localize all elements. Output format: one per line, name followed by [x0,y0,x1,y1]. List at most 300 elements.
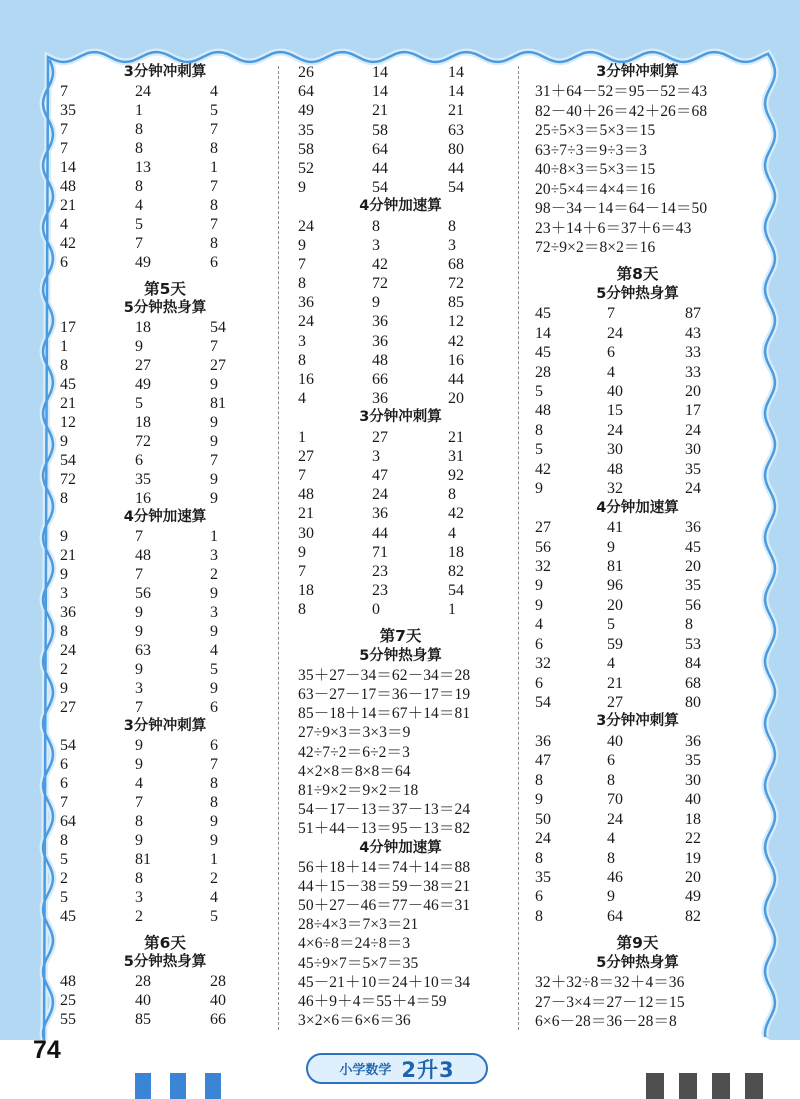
number-cell: 21 [372,102,388,120]
number-cell: 50 [535,810,551,828]
number-cell: 8 [535,907,543,925]
number-cell: 27 [210,357,226,374]
number-cell: 31 [448,447,464,465]
number-cell: 24 [685,421,701,439]
footer-subject: 小学数学 [339,1063,392,1078]
number-cell: 24 [607,421,623,439]
number-cell: 35 [685,752,701,770]
number-cell: 8 [60,490,68,507]
number-cell: 30 [298,524,314,542]
number-cell: 47 [372,466,388,484]
number-cell: 24 [372,486,388,504]
number-cell: 42 [448,332,464,350]
number-cell: 9 [135,832,143,849]
number-cell: 9 [210,471,218,488]
number-row [60,101,270,120]
equation-line: 40÷8×3＝5×3＝15 [535,161,656,179]
equation-line: 63－27－17＝36－17＝19 [298,686,471,703]
number-row [535,887,740,906]
equation-line: 81÷9×2＝9×2＝18 [298,781,419,799]
number-cell: 18 [135,414,151,431]
number-cell: 32 [535,557,551,575]
number-cell: 40 [135,992,151,1009]
number-row [535,440,740,459]
number-cell: 4 [607,655,615,673]
number-cell: 85 [448,294,464,312]
number-cell: 49 [298,102,314,120]
day-heading: 第6天 [144,934,186,952]
number-cell: 21 [60,197,76,214]
number-cell: 7 [298,255,306,273]
number-cell: 8 [210,197,218,214]
number-row [60,679,270,698]
number-cell: 2 [135,908,143,925]
section-heading: 3分钟冲刺算 [359,409,442,426]
number-cell: 7 [210,452,218,469]
number-row [60,698,270,717]
number-row [298,370,503,389]
number-cell: 1 [135,102,143,119]
section-heading: 5分钟热身算 [596,285,679,302]
number-cell: 28 [535,363,551,381]
number-cell: 49 [135,376,151,393]
number-row [60,337,270,356]
number-row [60,991,270,1010]
number-row [60,318,270,337]
number-row [60,812,270,831]
number-row [60,139,270,158]
number-cell: 8 [135,178,143,195]
equation-line: 28÷4×3＝7×3＝21 [298,916,419,934]
number-cell: 24 [135,83,151,100]
number-cell: 81 [210,395,226,412]
number-cell: 18 [298,582,314,600]
number-cell: 7 [135,699,143,716]
number-cell: 48 [135,547,151,564]
day-heading: 第9天 [616,934,659,953]
number-cell: 2 [210,870,218,887]
section-heading: 5分钟热身算 [596,954,679,971]
number-cell: 7 [607,305,615,323]
number-cell: 63 [135,642,151,659]
number-cell: 35 [135,471,151,488]
number-cell: 54 [372,179,388,197]
number-cell: 24 [60,642,76,659]
equation-line: 42÷7÷2＝6÷2＝3 [298,743,410,761]
number-cell: 8 [607,771,615,789]
number-cell: 6 [135,452,143,469]
number-cell: 3 [372,236,380,254]
number-row [298,312,503,331]
footer-decor-block [679,1073,697,1099]
section-heading: 5分钟热身算 [123,954,207,970]
section-heading: 4分钟加速算 [359,198,442,215]
number-cell: 8 [60,357,68,374]
number-cell: 4 [210,889,218,906]
number-cell: 17 [60,319,76,336]
number-row [535,382,740,401]
number-cell: 66 [210,1011,226,1028]
number-row [535,790,740,809]
number-cell: 35 [60,102,76,119]
number-cell: 1 [448,601,456,619]
number-cell: 30 [685,441,701,459]
number-cell: 36 [372,332,388,350]
number-cell: 0 [372,601,380,619]
number-cell: 45 [535,305,551,323]
number-cell: 32 [607,480,623,498]
number-cell: 5 [535,383,543,400]
number-cell: 36 [372,313,388,331]
number-cell: 21 [448,102,464,120]
number-cell: 54 [210,319,226,336]
section-heading: 3分钟冲刺算 [123,64,207,80]
number-cell: 7 [60,83,68,100]
number-cell: 30 [607,441,623,459]
number-cell: 9 [135,623,143,640]
number-row [535,557,740,576]
number-row [298,562,503,581]
column-divider [518,66,519,1030]
number-row [535,693,740,712]
section-heading: 3分钟冲刺算 [596,64,679,80]
equation-line: 45－21＋10＝24＋10＝34 [298,973,471,991]
number-cell: 35 [535,868,551,886]
number-cell: 14 [448,64,464,81]
number-row [60,972,270,991]
number-cell: 18 [135,319,151,336]
number-cell: 9 [210,585,218,602]
equation-line: 98－34－14＝64－14＝50 [535,200,708,218]
number-row [60,394,270,413]
equation-line: 6×6－28＝36－28＝8 [535,1013,677,1030]
number-cell: 5 [135,216,143,233]
day-heading: 第7天 [379,627,422,646]
number-cell: 6 [607,752,615,770]
number-row [535,771,740,790]
number-cell: 8 [535,421,543,439]
number-cell: 7 [210,216,218,233]
equation-line: 31＋64－52＝95－52＝43 [535,83,708,101]
section-heading: 3分钟冲刺算 [596,713,679,730]
number-cell: 5 [535,441,543,459]
number-cell: 6 [535,674,543,692]
number-cell: 59 [607,635,623,653]
number-cell: 20 [685,868,701,886]
footer-grade: 2升3 [401,1057,455,1082]
number-cell: 96 [607,577,623,595]
number-cell: 27 [135,357,151,374]
number-cell: 14 [448,83,464,101]
number-cell: 48 [60,973,76,990]
number-cell: 23 [372,582,388,600]
number-cell: 9 [210,680,218,697]
number-cell: 36 [60,604,76,621]
number-cell: 68 [685,674,701,692]
number-cell: 9 [135,737,143,754]
number-cell: 36 [535,732,551,750]
number-cell: 4 [298,390,306,408]
number-cell: 2 [210,566,218,583]
number-cell: 48 [607,460,623,478]
number-cell: 64 [607,907,623,925]
number-cell: 36 [685,732,701,750]
number-cell: 23 [372,562,388,580]
number-row [60,82,270,101]
number-cell: 54 [448,179,464,197]
number-cell: 7 [60,121,68,138]
number-cell: 44 [448,371,464,388]
number-cell: 48 [535,402,551,420]
number-cell: 27 [60,699,76,716]
number-row [298,236,503,255]
number-cell: 5 [135,395,143,412]
number-cell: 8 [448,486,456,504]
number-cell: 44 [372,524,388,542]
number-row [60,793,270,812]
number-cell: 14 [372,83,388,101]
footer-book-title [306,1053,488,1084]
number-row [60,622,270,641]
number-cell: 9 [298,236,306,254]
number-cell: 68 [448,255,464,273]
number-cell: 54 [60,737,76,754]
number-cell: 47 [535,752,551,770]
number-cell: 9 [135,604,143,621]
number-cell: 58 [298,140,314,158]
number-row [298,332,503,351]
equation-line: 27÷9×3＝3×3＝9 [298,724,411,742]
number-cell: 12 [60,414,76,431]
number-cell: 8 [135,870,143,887]
number-row [535,674,740,693]
number-cell: 3 [448,236,456,254]
number-row [298,101,503,120]
number-row [60,356,270,375]
number-cell: 56 [135,585,151,602]
equation-line: 85－18＋14＝67＋14＝81 [298,705,471,723]
number-cell: 8 [535,771,543,789]
number-row [535,304,740,323]
number-cell: 7 [135,528,143,545]
number-row [298,447,503,466]
equation-line: 4×6÷8＝24÷8＝3 [298,935,411,953]
number-row [535,421,740,440]
number-cell: 7 [135,235,143,252]
number-cell: 72 [448,275,464,293]
number-row [298,274,503,293]
number-row [298,159,503,178]
number-row [60,489,270,508]
number-row [60,603,270,622]
number-cell: 40 [210,992,226,1009]
number-row [535,654,740,673]
number-cell: 40 [685,791,701,809]
number-cell: 58 [372,121,388,139]
number-cell: 82 [448,562,464,580]
number-cell: 84 [685,655,701,673]
number-row [60,215,270,234]
number-row [298,121,503,140]
number-cell: 4 [210,642,218,659]
equation-line: 44＋15－38＝59－38＝21 [298,877,471,895]
number-cell: 9 [535,480,543,498]
equation-line: 4×2×8＝8×8＝64 [298,762,411,780]
number-cell: 7 [298,562,306,580]
number-row [298,524,503,543]
number-cell: 80 [685,694,701,711]
number-row [298,178,503,197]
number-cell: 4 [135,197,143,214]
number-cell: 8 [448,217,456,235]
number-cell: 8 [135,140,143,157]
number-cell: 7 [210,121,218,138]
number-cell: 8 [135,813,143,830]
number-row [60,736,270,755]
number-cell: 45 [60,908,76,925]
number-cell: 18 [448,543,464,561]
number-cell: 8 [60,832,68,849]
number-cell: 64 [372,140,388,158]
number-cell: 3 [298,332,306,350]
number-cell: 3 [60,585,68,602]
equation-line: 82－40＋26＝42＋26＝68 [535,102,708,120]
number-cell: 17 [685,402,701,420]
number-cell: 85 [135,1011,151,1028]
number-cell: 13 [135,159,151,176]
number-cell: 5 [210,908,218,925]
number-row [60,660,270,679]
number-cell: 21 [298,505,314,523]
number-cell: 8 [607,849,615,867]
column-divider [278,66,279,1030]
number-cell: 48 [298,486,314,504]
number-row [60,888,270,907]
number-row [298,428,503,447]
number-cell: 72 [60,471,76,488]
number-row [60,120,270,139]
number-cell: 72 [372,275,388,293]
number-cell: 6 [535,888,543,906]
number-cell: 45 [685,538,701,556]
number-cell: 28 [210,973,226,990]
number-cell: 42 [448,505,464,523]
number-row [535,907,740,926]
number-cell: 9 [60,566,68,583]
number-cell: 3 [210,547,218,564]
number-cell: 70 [607,791,623,809]
equation-line: 3×2×6＝6×6＝36 [298,1012,411,1030]
footer-decor-block [745,1073,763,1099]
number-row [60,234,270,253]
number-cell: 49 [135,254,151,271]
number-cell: 21 [607,674,623,692]
number-cell: 1 [298,428,306,446]
number-row [60,413,270,432]
number-row [298,140,503,159]
number-row [60,755,270,774]
number-cell: 14 [372,64,388,81]
day-heading: 第5天 [144,280,186,298]
section-heading: 5分钟热身算 [123,300,207,316]
number-cell: 6 [60,254,68,271]
page-number: 74 [33,1036,61,1064]
column-3 [535,63,740,1031]
number-cell: 46 [607,868,623,886]
number-cell: 36 [372,505,388,523]
number-cell: 6 [210,699,218,716]
equation-line: 25÷5×3＝5×3＝15 [535,122,656,140]
number-row [535,732,740,751]
section-heading: 4分钟加速算 [359,839,442,856]
number-cell: 15 [607,402,623,420]
number-row [60,432,270,451]
number-cell: 4 [60,216,68,233]
number-cell: 18 [685,810,701,828]
footer-decor-block [170,1073,186,1099]
section-heading: 5分钟热身算 [359,647,442,664]
number-cell: 36 [298,294,314,312]
number-cell: 2 [60,661,68,678]
number-cell: 7 [298,466,306,484]
number-cell: 54 [60,452,76,469]
number-cell: 81 [135,851,151,868]
number-cell: 20 [607,596,623,614]
number-cell: 5 [60,851,68,868]
number-cell: 3 [372,447,380,465]
number-cell: 9 [210,490,218,507]
number-row [60,253,270,272]
number-cell: 42 [535,460,551,478]
number-cell: 53 [685,635,701,653]
number-cell: 9 [60,433,68,450]
number-row [535,363,740,382]
number-cell: 48 [372,351,388,369]
number-cell: 9 [210,414,218,431]
number-cell: 14 [535,324,551,342]
number-cell: 4 [135,775,143,792]
number-cell: 8 [60,623,68,640]
section-heading: 4分钟加速算 [123,509,207,525]
number-cell: 8 [535,849,543,867]
equation-line: 50＋27－46＝77－46＝31 [298,897,471,915]
number-cell: 40 [607,732,623,750]
number-cell: 80 [448,140,464,158]
number-cell: 6 [60,756,68,773]
number-row [298,485,503,504]
number-row [535,596,740,615]
number-row [60,565,270,584]
number-cell: 24 [607,810,623,828]
number-row [298,466,503,485]
number-cell: 4 [535,616,543,634]
number-cell: 12 [448,313,464,331]
number-cell: 64 [298,83,314,101]
column-2 [298,63,503,1030]
number-cell: 9 [298,179,306,197]
number-row [535,401,740,420]
equation-line: 23＋14＋6＝37＋6＝43 [535,219,692,237]
number-cell: 81 [607,557,623,575]
number-cell: 4 [607,830,615,848]
number-cell: 20 [448,390,464,408]
number-cell: 5 [210,661,218,678]
number-row [60,158,270,177]
number-cell: 9 [135,661,143,678]
number-cell: 2 [60,870,68,887]
number-cell: 24 [685,480,701,498]
number-cell: 9 [210,376,218,393]
